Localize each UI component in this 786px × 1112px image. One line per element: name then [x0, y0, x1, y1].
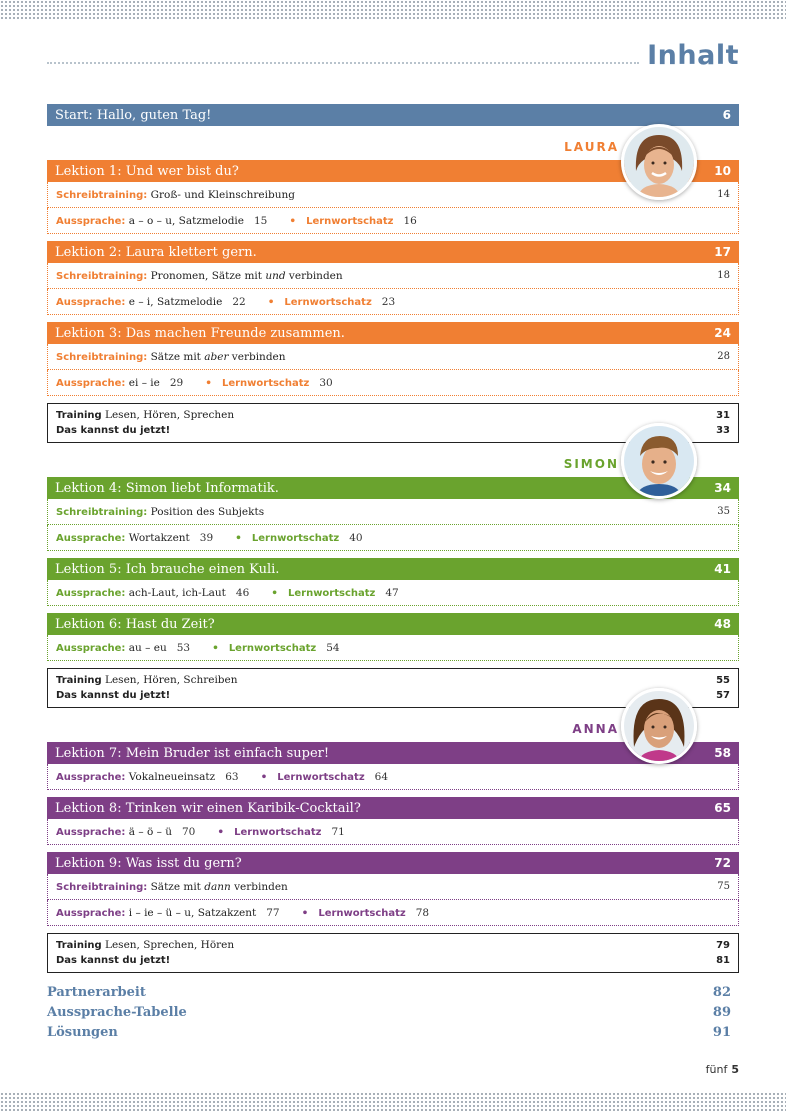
appendix-label: Lösungen	[47, 1025, 118, 1040]
toc-entry-title: Lektion 3: Das machen Freunde zusammen.	[55, 325, 345, 341]
toc-entry-page: 72	[714, 856, 731, 870]
toc-entry-title: Lektion 4: Simon liebt Informatik.	[55, 480, 279, 496]
toc-entry-title: Lektion 7: Mein Bruder ist einfach super!	[55, 745, 330, 761]
schreibtraining-topic-b: verbinden	[285, 269, 343, 282]
training-text: Lesen, Hören, Schreiben	[105, 674, 238, 686]
simon-avatar	[621, 423, 697, 499]
aussprache-label: Aussprache:	[56, 771, 126, 783]
schreibtraining-label: Schreibtraining:	[56, 506, 148, 518]
schreibtraining-topic-a: Sätze mit	[150, 350, 205, 363]
kannst-page: 33	[716, 425, 730, 436]
page-footer	[706, 1063, 739, 1076]
sub-page: 28	[717, 351, 730, 362]
kannst-label: Das kannst du jetzt!	[56, 425, 171, 436]
laura-avatar	[621, 124, 697, 200]
schreibtraining-topic-em: dann	[204, 880, 231, 893]
schreibtraining-label: Schreibtraining:	[56, 189, 148, 201]
lernwortschatz-label: Lernwortschatz	[287, 587, 376, 599]
training-label: Training	[56, 940, 102, 951]
character-header-simon	[47, 443, 739, 477]
lernwortschatz-label: Lernwortschatz	[284, 296, 372, 308]
lernwortschatz-page: 40	[349, 531, 363, 544]
schreibtraining-topic: Position des Subjekts	[150, 505, 265, 518]
toc-start-entry[interactable]	[47, 104, 739, 126]
schreibtraining-label: Schreibtraining:	[56, 270, 148, 282]
appendix-page: 82	[712, 985, 731, 1000]
schreibtraining-topic-b: verbinden	[228, 350, 286, 363]
toc-sub-schreibtraining[interactable]	[47, 263, 739, 289]
bottom-dot-band	[0, 1092, 786, 1112]
aussprache-page: 15	[254, 214, 268, 227]
schreibtraining-topic: Groß- und Kleinschreibung	[150, 188, 295, 201]
training-page: 79	[716, 940, 730, 951]
lernwortschatz-page: 23	[381, 295, 396, 308]
toc-entry-page: 10	[714, 164, 731, 178]
toc-entry-title: Lektion 6: Hast du Zeit?	[55, 616, 215, 632]
aussprache-page: 53	[176, 641, 191, 654]
aussprache-topic: Vokalneueinsatz	[128, 770, 216, 783]
toc-sub-aussprache[interactable]	[47, 525, 739, 551]
toc-lesson-9[interactable]	[47, 852, 739, 874]
toc-entry-title: Lektion 5: Ich brauche einen Kuli.	[55, 561, 280, 577]
toc-sub-aussprache[interactable]	[47, 764, 739, 790]
sub-page: 75	[717, 881, 730, 892]
aussprache-label: Aussprache:	[56, 587, 126, 599]
aussprache-topic: ä – ö – ü	[128, 825, 172, 838]
toc-entry-title: Lektion 9: Was isst du gern?	[55, 855, 242, 871]
toc-lesson-2[interactable]	[47, 241, 739, 263]
toc-entry-page: 6	[722, 108, 731, 122]
toc-sub-aussprache[interactable]	[47, 819, 739, 845]
character-name: LAURA	[564, 140, 619, 154]
training-label: Training	[56, 410, 102, 421]
aussprache-page: 70	[181, 825, 196, 838]
bullet-separator: •	[212, 641, 219, 654]
bullet-separator: •	[301, 906, 309, 919]
aussprache-topic: Wortakzent	[128, 531, 190, 544]
aussprache-page: 22	[232, 295, 246, 308]
toc-sub-schreibtraining[interactable]	[47, 499, 739, 525]
toc-lesson-6[interactable]	[47, 613, 739, 635]
toc-sub-aussprache[interactable]	[47, 289, 739, 315]
aussprache-label: Aussprache:	[56, 296, 126, 308]
appendix-list	[47, 983, 731, 1043]
kannst-page: 57	[716, 690, 730, 701]
page-number: 5	[731, 1063, 739, 1076]
title-dotted-rule	[47, 62, 639, 64]
table-of-contents	[47, 104, 739, 973]
appendix-item[interactable]	[47, 1003, 731, 1023]
top-dot-band	[0, 0, 786, 20]
schreibtraining-topic-b: verbinden	[230, 880, 288, 893]
kannst-label: Das kannst du jetzt!	[56, 690, 171, 701]
appendix-page: 89	[712, 1005, 731, 1020]
training-text: Lesen, Sprechen, Hören	[105, 939, 235, 951]
lernwortschatz-page: 16	[403, 214, 417, 227]
training-text: Lesen, Hören, Sprechen	[105, 409, 235, 421]
toc-sub-schreibtraining[interactable]	[47, 874, 739, 900]
aussprache-topic: i – ie – ü – u, Satzakzent	[128, 906, 257, 919]
aussprache-label: Aussprache:	[56, 642, 126, 654]
lernwortschatz-label: Lernwortschatz	[221, 377, 310, 389]
toc-entry-page: 58	[714, 746, 731, 760]
toc-entry-title: Lektion 8: Trinken wir einen Karibik-Cocktail?	[55, 800, 361, 816]
bullet-separator: •	[217, 825, 225, 838]
toc-entry-title: Start: Hallo, guten Tag!	[55, 107, 212, 123]
lernwortschatz-page: 54	[326, 641, 340, 654]
aussprache-page: 77	[266, 906, 280, 919]
lernwortschatz-label: Lernwortschatz	[228, 642, 317, 654]
bullet-separator: •	[205, 376, 212, 389]
sub-page: 18	[717, 270, 730, 281]
appendix-item[interactable]	[47, 1023, 731, 1043]
toc-sub-aussprache[interactable]	[47, 370, 739, 396]
aussprache-topic: a – o – u, Satzmelodie	[128, 214, 244, 227]
training-label: Training	[56, 675, 102, 686]
bullet-separator: •	[260, 770, 268, 783]
lernwortschatz-page: 30	[319, 376, 333, 389]
schreibtraining-topic-em: aber	[204, 350, 229, 363]
character-name: SIMON	[563, 457, 619, 471]
anna-avatar	[621, 688, 697, 764]
page-title: Inhalt	[647, 40, 739, 71]
aussprache-label: Aussprache:	[56, 532, 126, 544]
aussprache-label: Aussprache:	[56, 826, 126, 838]
schreibtraining-label: Schreibtraining:	[56, 351, 148, 363]
kannst-label: Das kannst du jetzt!	[56, 955, 171, 966]
aussprache-label: Aussprache:	[56, 907, 126, 919]
bullet-separator: •	[267, 295, 275, 308]
character-header-anna	[47, 708, 739, 742]
toc-entry-page: 48	[714, 617, 731, 631]
aussprache-label: Aussprache:	[56, 215, 126, 227]
bullet-separator: •	[289, 214, 297, 227]
character-name: ANNA	[572, 722, 619, 736]
toc-sub-schreibtraining[interactable]	[47, 344, 739, 370]
title-row	[47, 40, 739, 74]
schreibtraining-topic-em: und	[265, 269, 286, 282]
lernwortschatz-label: Lernwortschatz	[318, 907, 406, 919]
training-page: 55	[716, 675, 730, 686]
toc-sub-aussprache[interactable]	[47, 580, 739, 606]
appendix-label: Aussprache-Tabelle	[47, 1005, 187, 1020]
lernwortschatz-page: 47	[385, 586, 399, 599]
sub-page: 14	[717, 189, 730, 200]
toc-lesson-3[interactable]	[47, 322, 739, 344]
page-word: fünf	[705, 1063, 728, 1076]
toc-entry-page: 17	[714, 245, 731, 259]
aussprache-topic: ei – ie	[128, 376, 160, 389]
sub-page: 35	[717, 506, 730, 517]
toc-lesson-5[interactable]	[47, 558, 739, 580]
aussprache-topic: ach-Laut, ich-Laut	[128, 586, 226, 599]
toc-entry-title: Lektion 1: Und wer bist du?	[55, 163, 239, 179]
lernwortschatz-label: Lernwortschatz	[306, 215, 394, 227]
bullet-separator: •	[271, 586, 278, 599]
training-box-3[interactable]	[47, 933, 739, 973]
schreibtraining-topic-a: Sätze mit	[150, 880, 205, 893]
lernwortschatz-page: 71	[331, 825, 345, 838]
toc-entry-title: Lektion 2: Laura klettert gern.	[55, 244, 257, 260]
toc-lesson-8[interactable]	[47, 797, 739, 819]
lernwortschatz-label: Lernwortschatz	[277, 771, 365, 783]
aussprache-topic: e – i, Satzmelodie	[128, 295, 223, 308]
aussprache-label: Aussprache:	[56, 377, 126, 389]
aussprache-page: 39	[199, 531, 214, 544]
training-page: 31	[716, 410, 730, 421]
toc-sub-aussprache[interactable]	[47, 635, 739, 661]
toc-sub-aussprache[interactable]	[47, 208, 739, 234]
schreibtraining-label: Schreibtraining:	[56, 881, 148, 893]
aussprache-page: 29	[169, 376, 184, 389]
bullet-separator: •	[235, 531, 242, 544]
appendix-label: Partnerarbeit	[47, 985, 146, 1000]
toc-entry-page: 65	[714, 801, 731, 815]
toc-entry-page: 24	[714, 326, 731, 340]
aussprache-page: 63	[225, 770, 239, 783]
appendix-item[interactable]	[47, 983, 731, 1003]
lernwortschatz-page: 78	[415, 906, 430, 919]
lernwortschatz-page: 64	[374, 770, 389, 783]
kannst-page: 81	[716, 955, 730, 966]
toc-sub-aussprache[interactable]	[47, 900, 739, 926]
lernwortschatz-label: Lernwortschatz	[234, 826, 322, 838]
schreibtraining-topic-a: Pronomen, Sätze mit	[150, 269, 266, 282]
toc-entry-page: 41	[714, 562, 731, 576]
appendix-page: 91	[712, 1025, 731, 1040]
aussprache-topic: au – eu	[128, 641, 167, 654]
character-header-laura	[47, 126, 739, 160]
lernwortschatz-label: Lernwortschatz	[251, 532, 340, 544]
aussprache-page: 46	[235, 586, 250, 599]
toc-entry-page: 34	[714, 481, 731, 495]
